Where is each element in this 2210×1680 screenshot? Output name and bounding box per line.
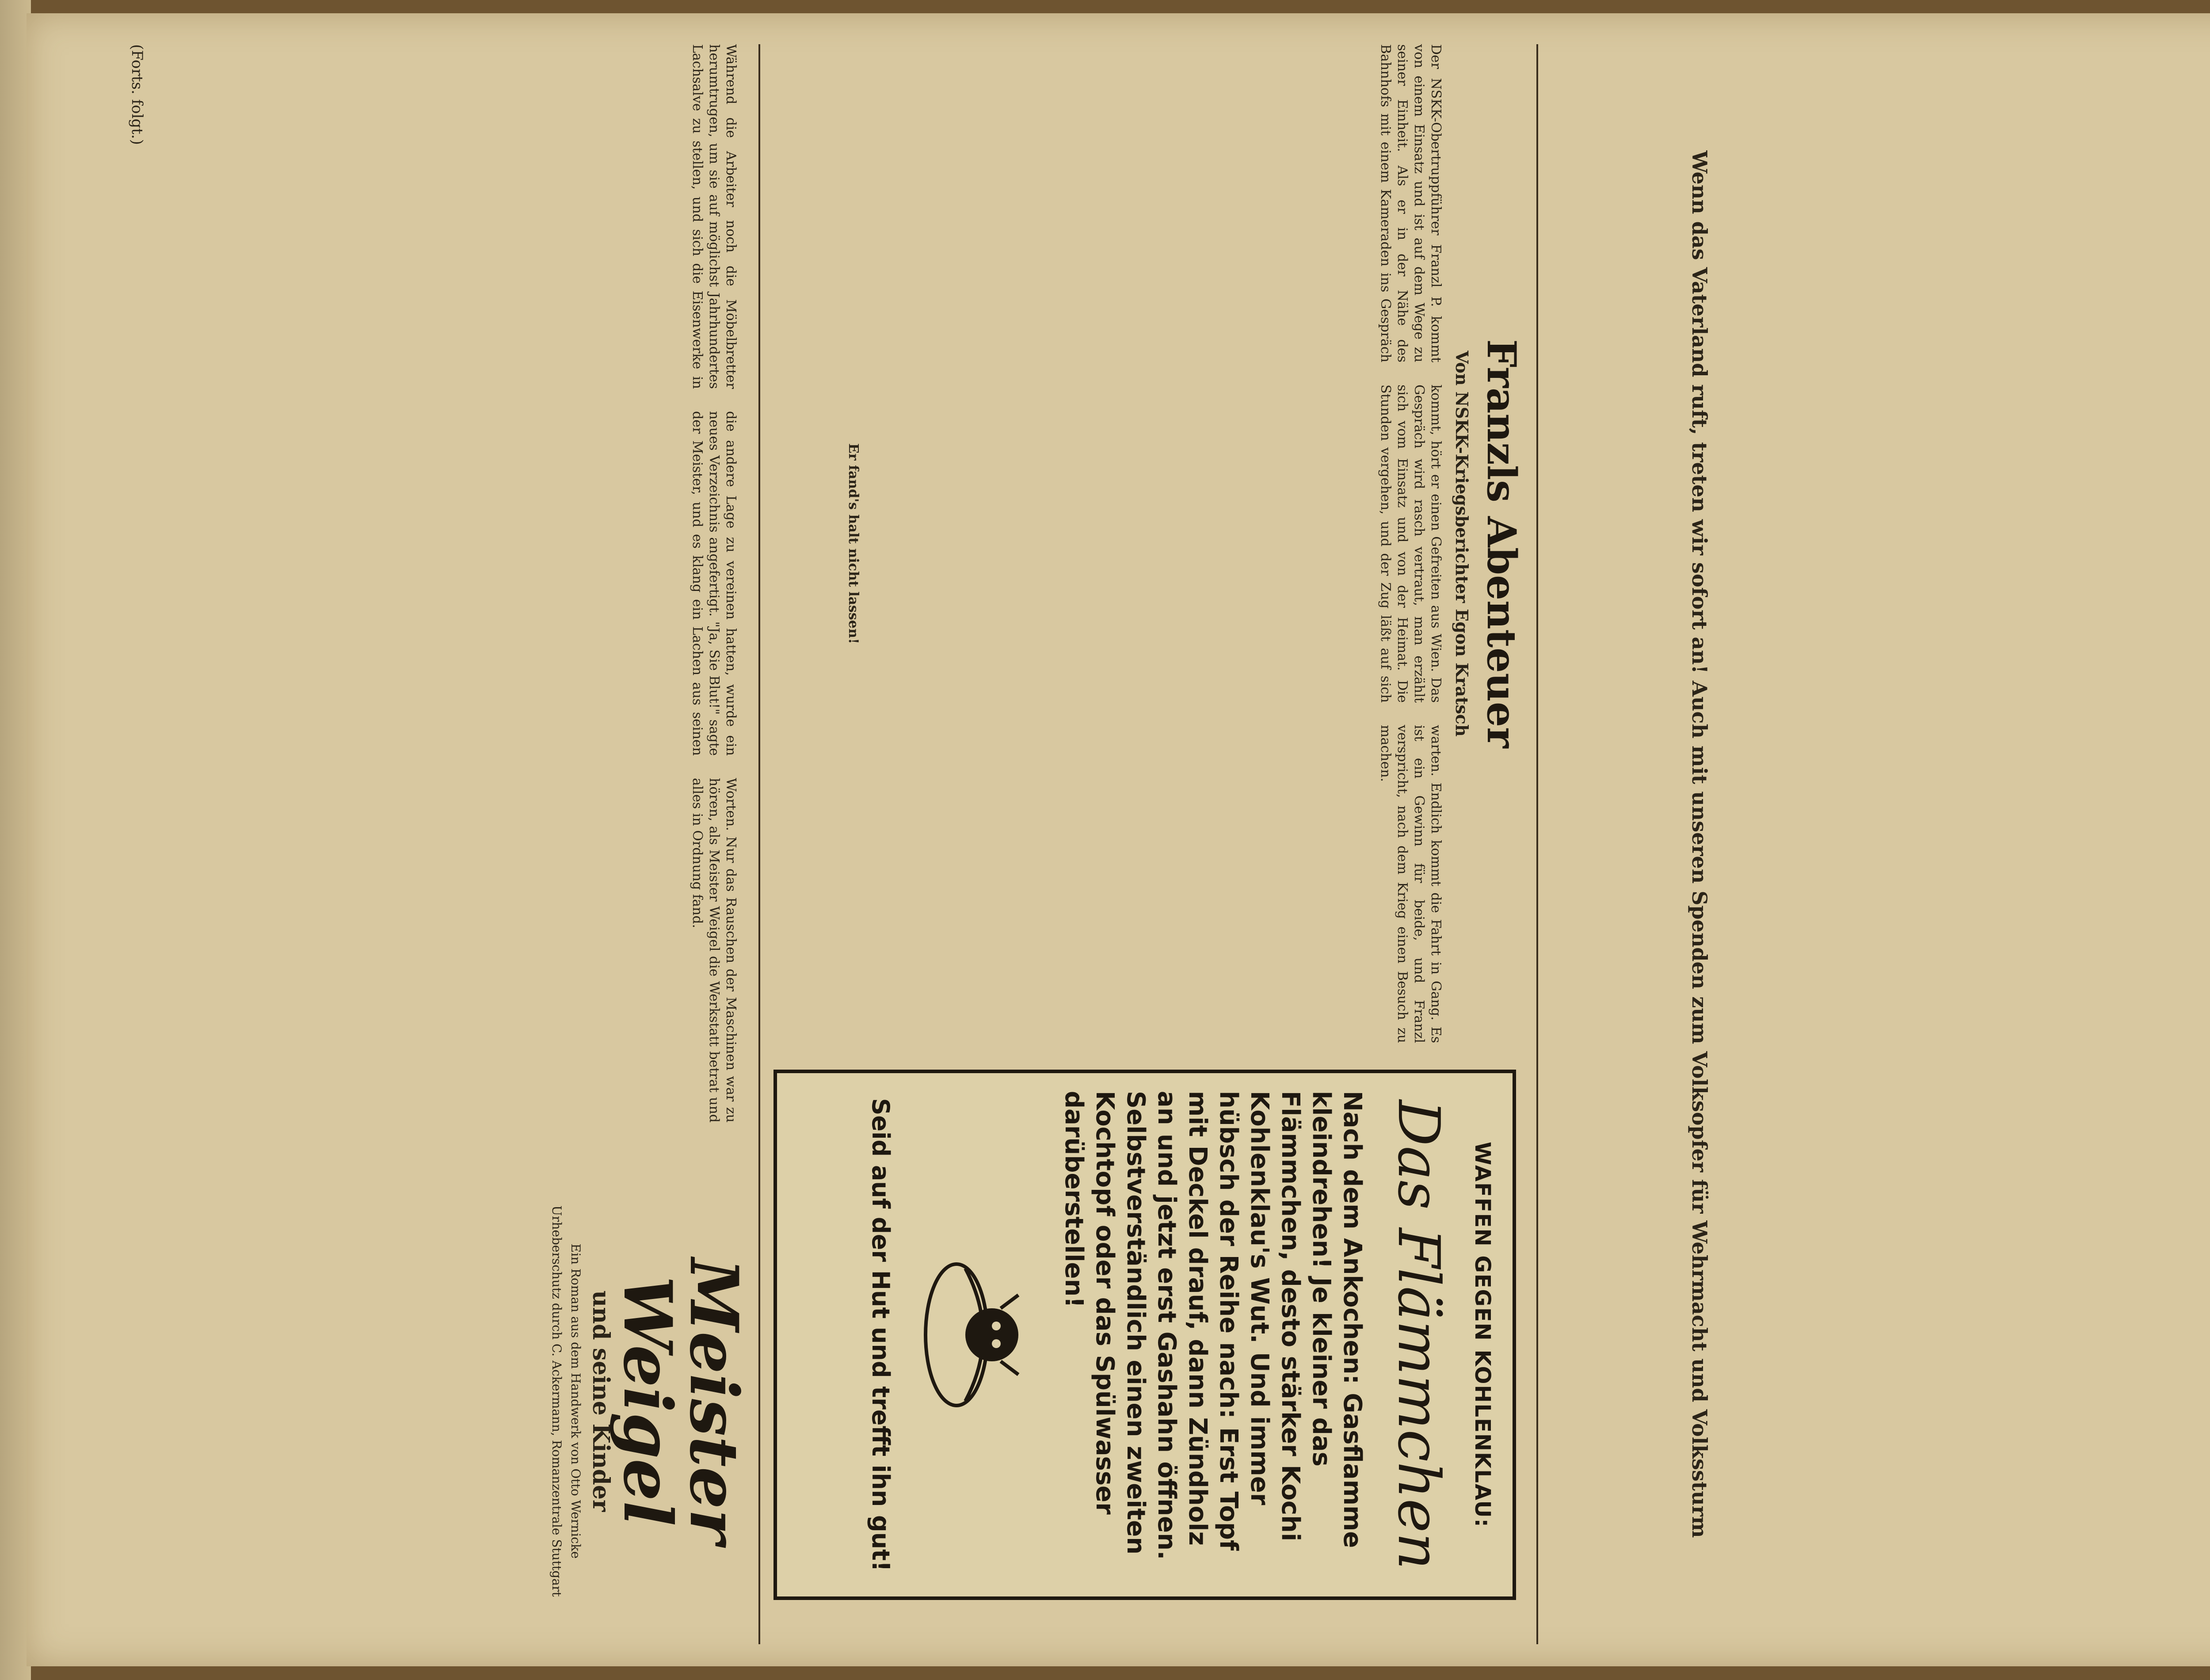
article-title: Franzls Abenteuer [1478, 339, 1525, 748]
ad-kicker: WAFFEN GEGEN KOHLENKLAU: [1470, 1142, 1495, 1528]
story-title: Meister Weigel [609, 1258, 753, 1544]
serial-story [119, 44, 753, 1644]
rotated-content [97, 27, 2210, 1662]
article-body [1720, 44, 2210, 1644]
article-ending: Er fand's halt nicht lassen! [846, 443, 861, 644]
section-divider [1536, 44, 1538, 1644]
appeal-notice: Wenn das Vaterland ruft, treten wir sofort an! Auch mit unseren Spenden zum Volksopfer für Wehrmacht und Volkssturm [1688, 150, 1711, 1538]
story-subtitle: und seine Kinder [587, 1290, 614, 1512]
story-credit: Urheberschutz durch C. Ackermann, Romanzentrale Stuttgart [549, 1205, 564, 1597]
article-body: Der NSKK-Obertruppführer Franzl P. kommt von einem Einsatz und ist auf dem Wege zu seiner Einheit. Als er in der Nähe des Bahnhofs mit einem Kameraden ins Gespräch kommt, hört er einen Gefreiten aus Wien. Das Gespräch wird rasch vertraut, man erzählt sich vom Einsatz und von der Heimat. Die Stunden vergehen, und der Zug läßt auf sich warten. Endlich kommt die Fahrt in Gang. Es ist ein Gewinn für beide, und Franzl verspricht, nach dem Krieg einen Besuch zu machen. [1378, 44, 1444, 1043]
story-body: Während die Arbeiter noch die Möbelbretter herumtrugen, um sie auf möglichst Jahrhundertes Lachsalve zu stellen, und sich die Eisenwerke in die andere Lage zu vereinen hatten, wurde ein neues Verzeichnis angefertigt. "Ja, Sie Blut!" sagte der Meister, und es klang ein Lachen aus seinen Worten. Nur das Rauschen der Maschinen war zu hören, als Meister Weigel die Werkstatt betrat und alles in Ordnung fand. [690, 44, 739, 1123]
ad-title: Das Flämmchen [1385, 1100, 1452, 1570]
article-byline: Von NSKK-Kriegsberichter Egon Kratsch [1452, 350, 1472, 737]
story-continued: (Forts. folgt.) [128, 44, 146, 145]
article-volkstum [1547, 44, 2210, 1644]
ad-slogan: Seid auf der Hut und trefft ihn gut! [867, 1098, 895, 1572]
section-divider [758, 44, 760, 1644]
kohlenklau-ad [774, 1070, 1516, 1600]
ad-body: Nach dem Ankochen: Gasflamme kleindrehen! Je kleiner das Flämmchen, desto stärker Kochi Kohlenklau's Wut. Und immer hübsch der Reihe nach: Erst Topf mit Deckel drauf, dann Zündholz an und jetzt erst Gashahn öffnen. Selbstverständlich einen zweiten Kochtopf oder das Spülwasser darüberstellen! [1059, 1091, 1367, 1560]
cooking-pot-illustration [912, 1242, 1045, 1428]
article-franzl [774, 44, 1525, 1043]
story-heading [549, 1158, 753, 1644]
story-author: Ein Roman aus dem Handwerk von Otto Wernicke [568, 1243, 583, 1559]
